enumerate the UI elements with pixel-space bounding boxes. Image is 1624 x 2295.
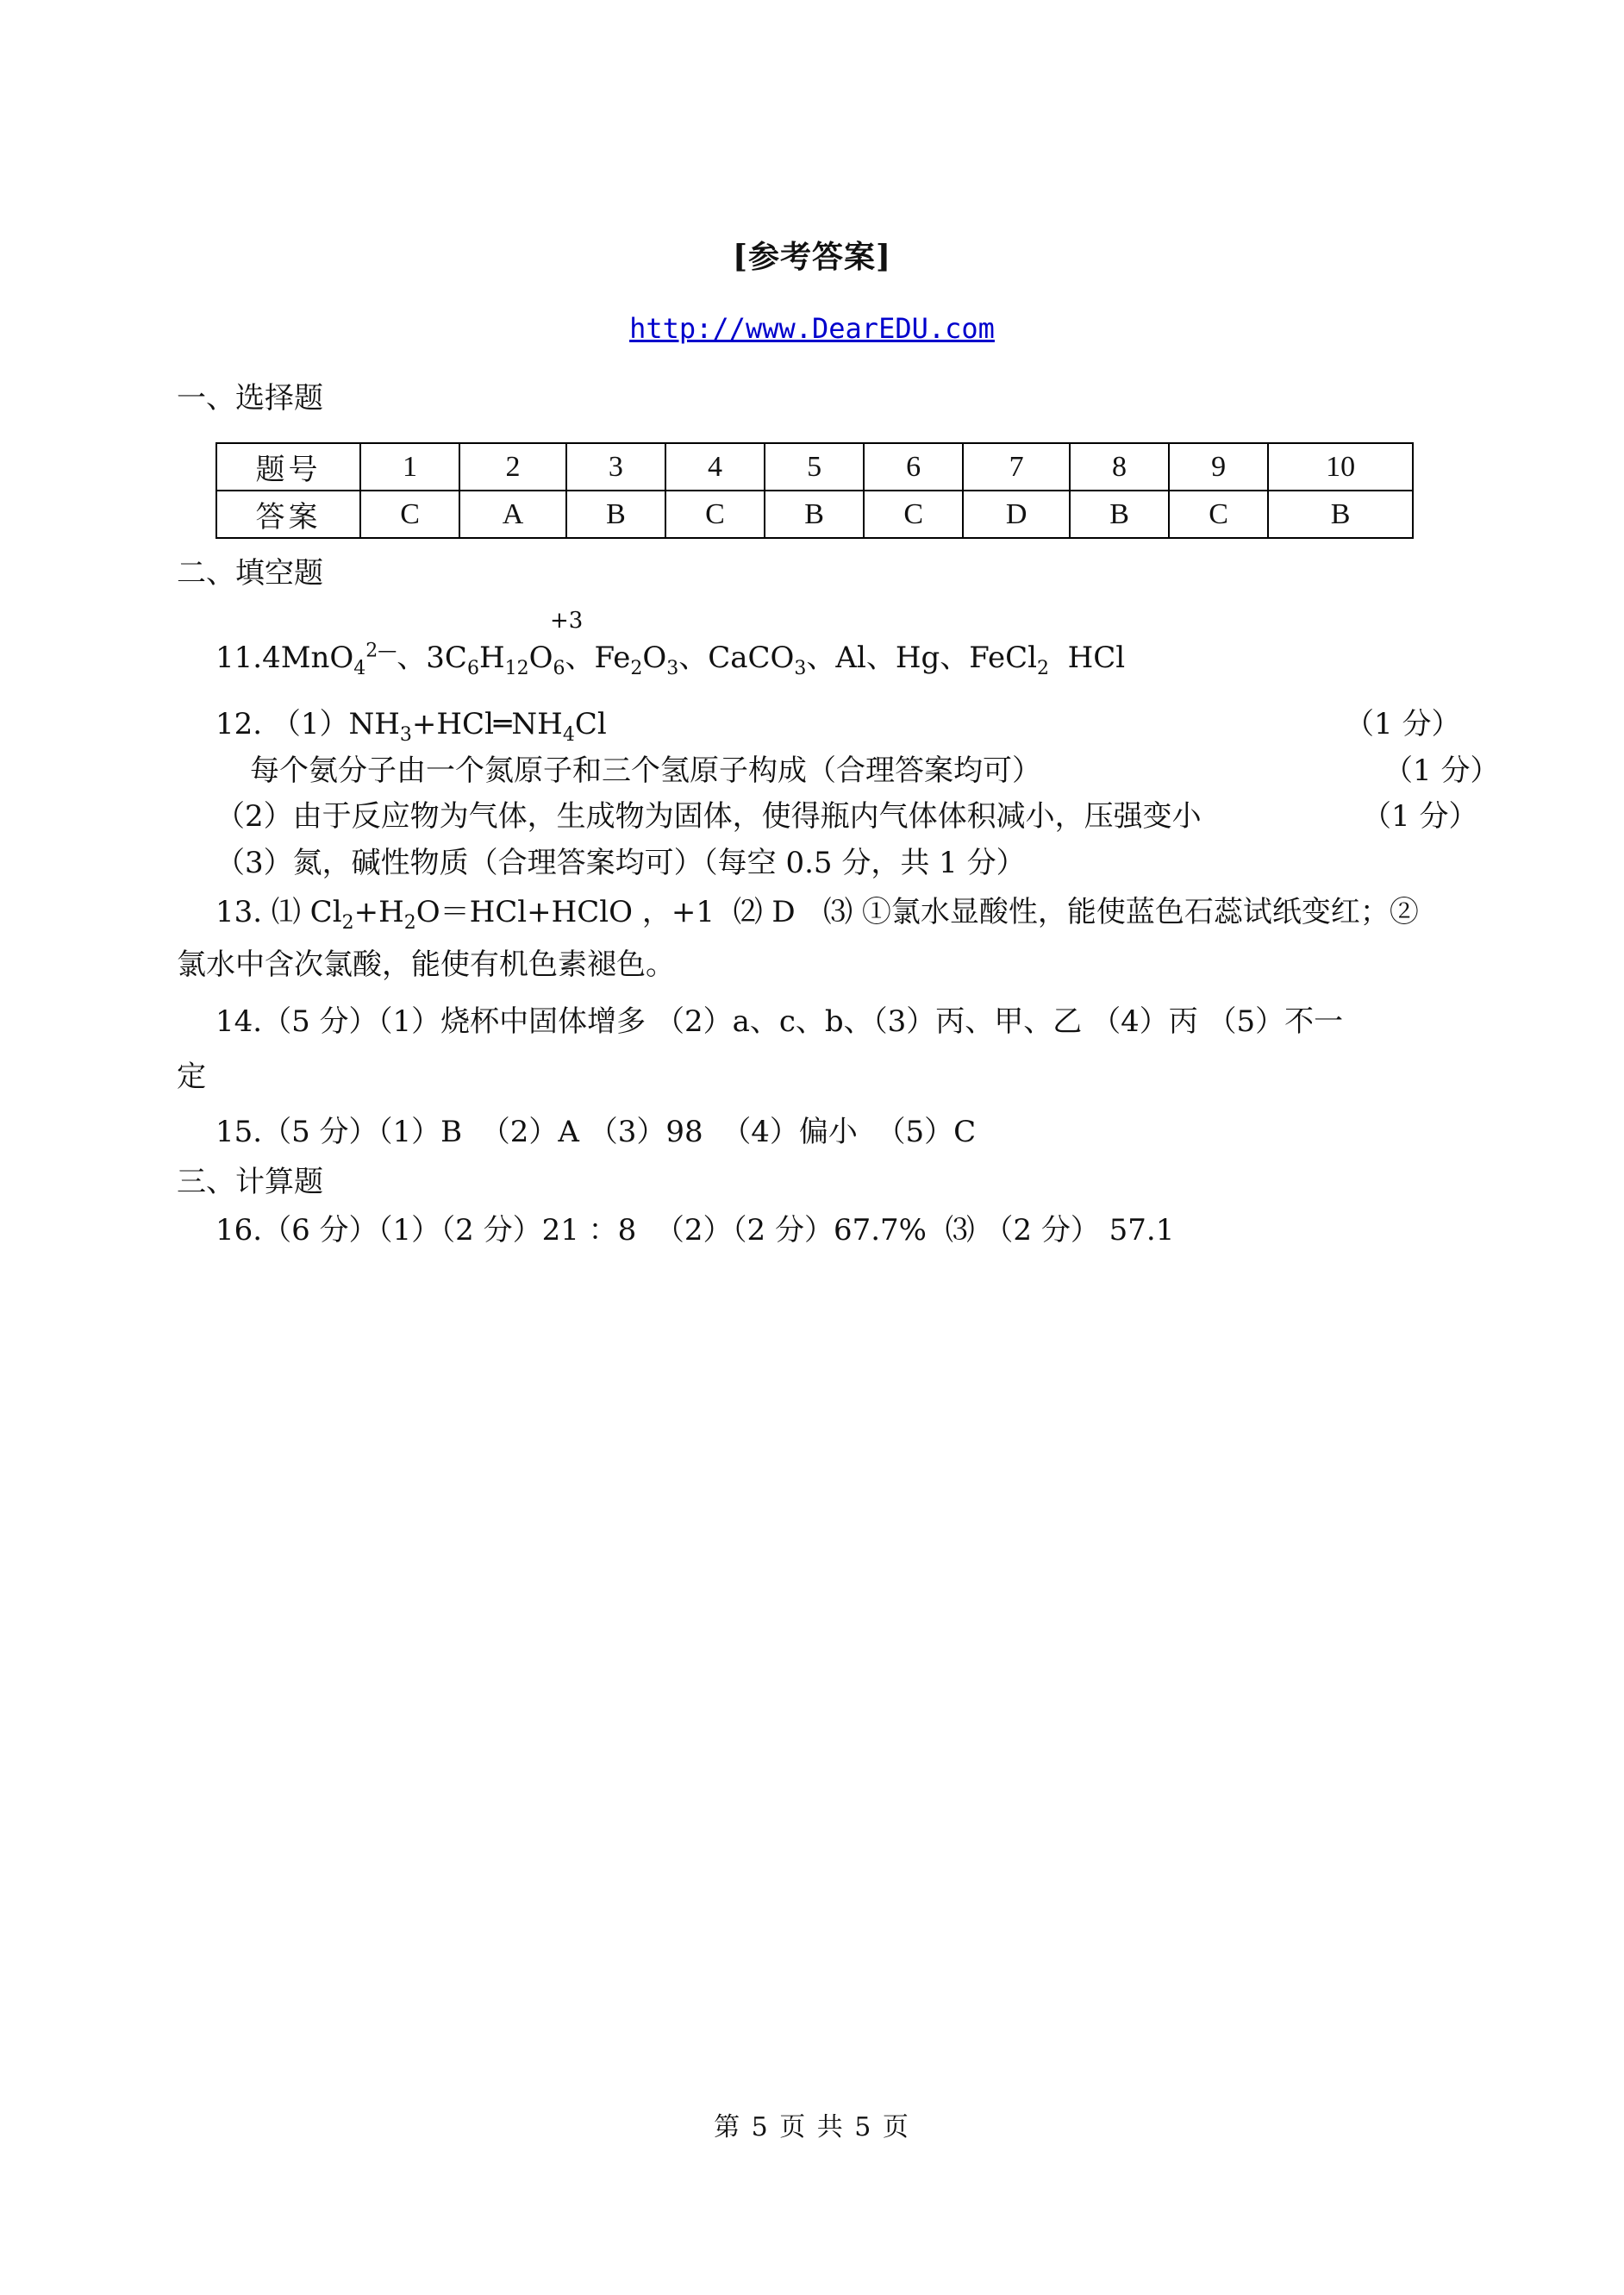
q12-line-4: （3）氮，碱性物质（合理答案均可）（每空 0.5 分，共 1 分） [215,846,1026,880]
table-cell-answer: C [360,491,459,538]
table-cell-answer: B [566,491,665,538]
table-cell-answer: C [1169,491,1268,538]
valence-charge-label: +3 [550,608,584,634]
q12-line-3: （2）由于反应物为气体，生成物为固体，使得瓶内气体体积减小，压强变小 [215,799,1202,834]
q12-line-1: 12. $(1)NH_3+HCl═NH_4Cl$ [215,707,607,746]
table-header-number: 题号 [216,443,360,491]
table-cell-answer: B [1070,491,1169,538]
table-cell-answer: C [665,491,765,538]
q13-line-1: 13. ⑴ $Cl_2+H_2O=HCl+HClO$ ，+1 ⑵ D ⑶ ①氯水显酸性，能使蓝色石蕊试纸变红；② [215,895,1419,934]
table-cell-number: 5 [765,443,864,491]
table-cell-answer: B [1268,491,1413,538]
table-cell-number: 7 [963,443,1070,491]
table-cell-number: 6 [864,443,963,491]
table-cell-number: 2 [459,443,566,491]
answer-table [215,442,1414,539]
table-cell-answer: D [963,491,1070,538]
table-cell-number: 10 [1268,443,1413,491]
section-choice-heading: 一、选择题 [177,381,323,416]
q12-score-1: （1 分） [1345,707,1461,741]
q11-line: 11.4MnO$_4^{2—}$、$3C_6H_{12}O_6$、$Fe_2O_3$、CaCO$_3$、Al、Hg、FeCl$_2$ HCl [215,640,1126,679]
website-link[interactable]: http://www.DearEDU.com [629,312,995,345]
page-footer: 第 5 页 共 5 页 [714,2112,910,2142]
table-cell-answer: B [765,491,864,538]
table-cell-number: 1 [360,443,459,491]
section-calc-heading: 三、计算题 [177,1165,323,1199]
q12-score-2: （1 分） [1384,754,1500,788]
table-cell-answer: C [864,491,963,538]
table-cell-answer: A [459,491,566,538]
table-cell-number: 4 [665,443,765,491]
table-cell-number: 9 [1169,443,1268,491]
table-cell-number: 3 [566,443,665,491]
page-title: [参考答案] [732,239,892,275]
q14-line-1: 14.（5 分）（1）烧杯中固体增多 （2）a、c、b、（3）丙、甲、乙 （4）丙 （5）不一 [215,1004,1344,1039]
q16-line: 16.（6 分）（1）（2 分）21 ：8 （2）（2 分）67.7% ⑶ （2 分） 57.1 [215,1213,1175,1248]
q14-line-2: 定 [177,1060,206,1094]
q12-line-2: 每个氨分子由一个氮原子和三个氢原子构成（合理答案均可） [250,754,1041,788]
q15-line: 15.（5 分）（1）B （2）A （3）98 （4）偏小 （5）C [215,1115,977,1149]
table-row-answers [216,491,1413,538]
q13-line-2: 氯水中含次氯酸，能使有机色素褪色。 [177,947,675,982]
table-header-answer: 答案 [216,491,360,538]
table-row-numbers [216,443,1413,491]
table-cell-number: 8 [1070,443,1169,491]
q12-score-3: （1 分） [1362,799,1478,834]
section-fill-heading: 二、填空题 [177,556,323,591]
